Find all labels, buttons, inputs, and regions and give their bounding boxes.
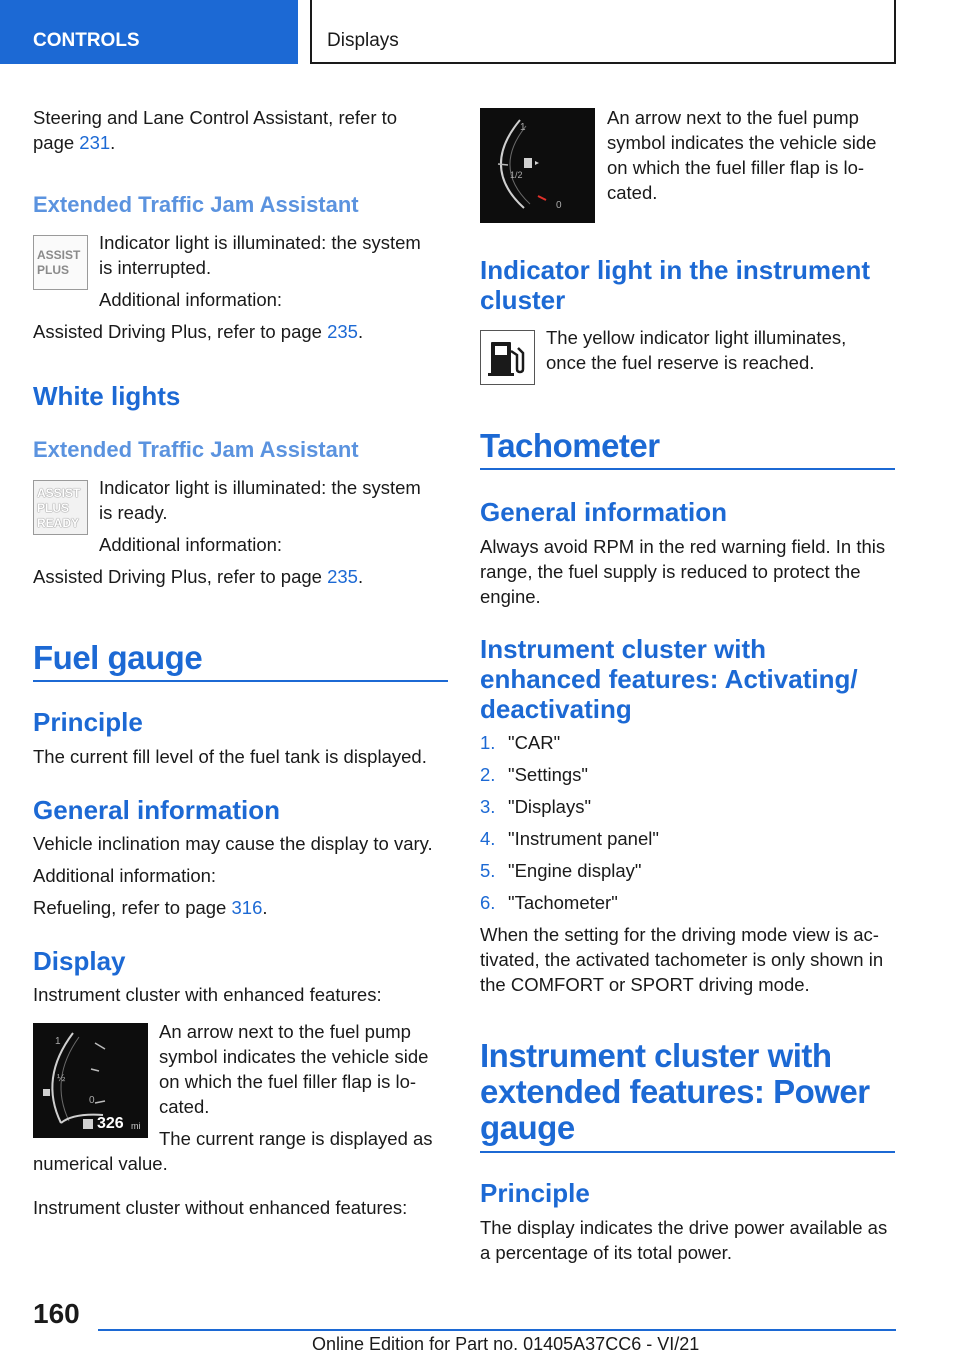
eta1-ref: Assisted Driving Plus, refer to page 235. [33,321,364,342]
tick-half: ½ [57,1073,66,1084]
range-unit: mi [131,1121,141,1131]
list-item: 2. "Settings" [480,764,588,785]
indicator-l1: The yellow indicator light illuminates, [546,327,847,348]
eta1-additional: Additional information: [99,289,283,310]
tach-general-l3: engine. [480,586,541,607]
heading-general-information: General information [33,795,281,825]
display-without: Instrument cluster without enhanced features: [33,1197,408,1218]
list-item: 5. "Engine display" [480,860,642,881]
footer-edition: Online Edition for Part no. 01405A37CC6 - VI/21 [312,1334,700,1354]
tachometer-rule [480,468,895,470]
heading-activating-l2: enhanced features: Activating/ [480,664,858,694]
tick-empty: 0 [556,200,562,211]
intro-line-2: page 231. [33,132,116,153]
display-p1-l1: An arrow next to the fuel pump [159,1021,411,1042]
heading-indicator-light-l2: cluster [480,285,566,315]
page-link-231[interactable]: 231 [79,132,111,153]
tick-full: 1 [520,122,526,133]
heading-indicator-light-l1: Indicator light in the instrument [480,255,870,285]
when-l3: the COMFORT or SPORT driving mode. [480,974,810,995]
tach-general-l2: range, the fuel supply is reduced to protect the [480,561,861,582]
assist-plus-icon: ASSIST PLUS [33,235,88,290]
arrow-l3: on which the fuel filler flap is lo- [607,157,865,178]
footer-rule [98,1329,896,1331]
tach-general-l1: Always avoid RPM in the red warning field. In this [480,536,886,557]
section-tab-controls [0,0,298,64]
general-ref: Refueling, refer to page 316. [33,897,268,918]
heading-extended-traffic-jam-1: Extended Traffic Jam Assistant [33,192,359,217]
indicator-l2: once the fuel reserve is reached. [546,352,815,373]
eta1-line-2: is interrupted. [99,257,212,278]
list-item: 3. "Displays" [480,796,592,817]
fuel-reserve-icon [480,330,535,385]
range-value: 326 [97,1115,124,1132]
assist-plus-ready-icon: ASSIST PLUS READY [33,480,88,535]
display-p1-l2: symbol indicates the vehicle side [159,1046,429,1067]
heading-power-gauge-l3: gauge [480,1109,575,1146]
heading-tachometer: Tachometer [480,427,660,464]
when-l1: When the setting for the driving mode view is ac- [480,924,879,945]
heading-activating-l3: deactivating [480,694,632,724]
eta2-ref: Assisted Driving Plus, refer to page 235. [33,566,364,587]
page-link-235[interactable]: 235 [327,321,358,342]
eta1-line-1: Indicator light is illuminated: the system [99,232,421,253]
heading-principle: Principle [33,707,143,737]
principle-text: The current fill level of the fuel tank is displayed. [33,746,427,767]
heading-fuel-gauge: Fuel gauge [33,639,203,676]
power-gauge-rule [480,1151,895,1153]
fuel-gauge-enhanced-image [33,1023,148,1138]
fuel-gauge-rule [33,680,448,682]
fuel-gauge-standard-image [480,108,595,223]
intro-line-1: Steering and Lane Control Assistant, refer to [33,107,398,128]
general-text: Vehicle inclination may cause the display to vary. [33,833,433,854]
heading-display: Display [33,946,126,976]
arrow-l2: symbol indicates the vehicle side [607,132,877,153]
page-link-316[interactable]: 316 [231,897,263,918]
page-number: 160 [33,1298,80,1329]
list-item: 1. "CAR" [480,732,561,753]
power-principle-l1: The display indicates the drive power available as [480,1217,888,1238]
heading-power-principle: Principle [480,1178,590,1208]
display-p2-l1: The current range is displayed as [159,1128,433,1149]
power-principle-l2: a percentage of its total power. [480,1242,732,1263]
list-item: 4. "Instrument panel" [480,828,659,849]
eta2-line-2: is ready. [99,502,168,523]
display-p1-l3: on which the fuel filler flap is lo- [159,1071,417,1092]
list-item: 6. "Tachometer" [480,892,618,913]
heading-tach-general: General information [480,497,728,527]
display-p2-l2: numerical value. [33,1153,168,1174]
section-label: CONTROLS [33,30,140,51]
heading-activating-l1: Instrument cluster with [480,634,767,664]
heading-power-gauge-l2: extended features: Power [480,1073,870,1110]
heading-extended-traffic-jam-2: Extended Traffic Jam Assistant [33,437,359,462]
heading-power-gauge-l1: Instrument cluster with [480,1037,832,1074]
page-link-235[interactable]: 235 [327,566,358,587]
display-intro: Instrument cluster with enhanced features: [33,984,382,1005]
arrow-l1: An arrow next to the fuel pump [607,107,859,128]
display-p1-l4: cated. [159,1096,210,1117]
eta2-line-1: Indicator light is illuminated: the system [99,477,421,498]
tick-full: 1 [55,1036,61,1047]
when-l2: tivated, the activated tachometer is only shown in [480,949,884,970]
page-title-tab [310,0,896,64]
eta2-additional: Additional information: [99,534,283,555]
tick-empty: 0 [89,1095,95,1106]
general-additional: Additional information: [33,865,217,886]
arrow-l4: cated. [607,182,658,203]
tick-half: 1/2 [510,170,523,180]
page-title: Displays [327,30,399,51]
heading-white-lights: White lights [33,381,181,411]
